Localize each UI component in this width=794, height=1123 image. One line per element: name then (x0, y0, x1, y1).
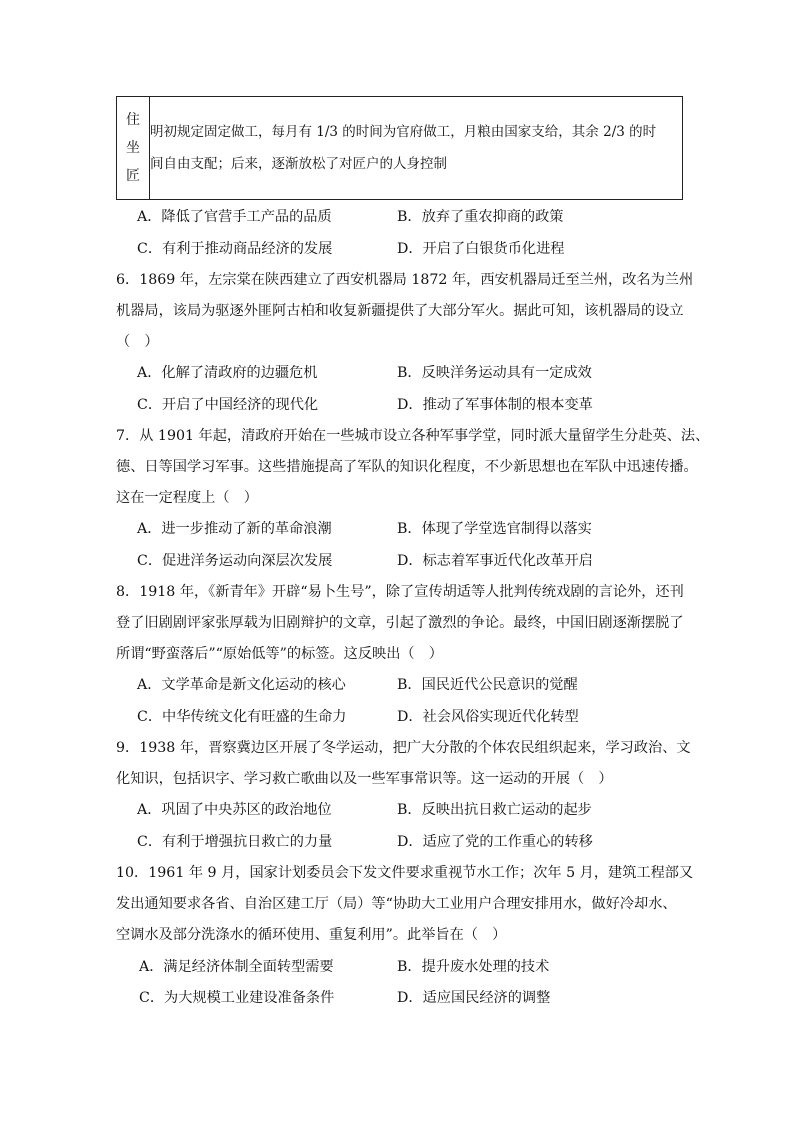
label-char: 住 (126, 112, 140, 128)
q5-option-a: A．降低了官营手工产品的品质 (137, 209, 332, 225)
q5-option-b: B．放弃了重农抑商的政策 (397, 209, 564, 225)
q10-stem-line: 空调水及部分洗涤水的循环使用、重复利用”。此举旨在（ ） (116, 927, 507, 943)
q7-option-b: B．体现了学堂选官制得以落实 (397, 521, 592, 537)
label-char: 坐 (126, 140, 140, 156)
q8-option-a: A．文学革命是新文化运动的核心 (137, 677, 346, 693)
label-char: 匠 (126, 168, 140, 184)
q6-stem-line: 6．1869 年，左宗棠在陕西建立了西安机器局 1872 年，西安机器局迁至兰州，改名为兰州 (116, 272, 694, 288)
q10-option-d: D．适应国民经济的调整 (397, 990, 551, 1006)
q9-stem-line: 9．1938 年，晋察冀边区开展了冬学运动，把广大分散的个体农民组织起来，学习政治、文 (116, 740, 691, 756)
q5-option-c: C．有利于推动商品经济的发展 (137, 241, 333, 257)
q7-option-a: A．进一步推动了新的革命浪潮 (137, 521, 332, 537)
q6-option-b: B．反映洋务运动具有一定成效 (397, 365, 592, 381)
q6-option-d: D．推动了军事体制的根本变革 (397, 397, 593, 413)
q8-stem-line: 登了旧剧剧评家张厚载为旧剧辩护的文章，引起了激烈的争论。最终，中国旧剧逐渐摆脱了 (116, 615, 684, 631)
q9-option-a: A．巩固了中央苏区的政治地位 (137, 802, 332, 818)
table-label-cell (117, 97, 150, 200)
q5-option-d: D．开启了白银货币化进程 (397, 241, 565, 257)
q6-option-a: A．化解了清政府的边疆危机 (137, 365, 318, 381)
table-row (117, 97, 683, 200)
q9-option-b: B．反映出抗日救亡运动的起步 (397, 802, 592, 818)
q8-option-d: D．社会风俗实现近代化转型 (397, 709, 579, 725)
q10-option-b: B．提升废水处理的技术 (397, 959, 550, 975)
q10-stem-line: 发出通知要求各省、自治区建工厅（局）等“协助大工业用户合理安排用水，做好冷却水、 (116, 896, 677, 912)
q9-option-c: C．有利于增强抗日救亡的力量 (137, 834, 333, 850)
q6-option-c: C．开启了中国经济的现代化 (137, 397, 319, 413)
q9-option-d: D．适应了党的工作重心的转移 (397, 834, 593, 850)
q6-stem-line: 机器局，该局为驱逐外匪阿古柏和收复新疆提供了大部分军火。据此可知，该机器局的设立 (116, 303, 684, 319)
q8-option-c: C．中华传统文化有旺盛的生命力 (137, 709, 347, 725)
q9-stem-line: 化知识，包括识字、学习救亡歌曲以及一些军事常识等。这一运动的开展（ ） (116, 771, 613, 787)
desc-line: 明初规定固定做工，每月有 1/3 的时间为官府做工，月粮由国家支给，其余 2/3 的时 (150, 124, 657, 140)
q7-stem-line: 德、日等国学习军事。这些措施提高了军队的知识化程度，不少新思想也在军队中迅速传播。 (116, 459, 698, 475)
table-desc-cell (150, 97, 683, 200)
q7-stem-line: 7．从 1901 年起，清政府开始在一些城市设立各种军事学堂，同时派大量留学生分赴英、法、 (116, 428, 710, 444)
q8-option-b: B．国民近代公民意识的觉醒 (397, 677, 578, 693)
q6-stem-line: （ ） (116, 334, 159, 350)
q8-stem-line: 8．1918 年，《新青年》开辟“易卜生号”，除了宣传胡适等人批判传统戏剧的言论外，还刊 (116, 584, 684, 600)
q8-stem-line: 所谓“野蛮落后”“原始低等”的标签。这反映出（ ） (116, 646, 443, 662)
craftsman-table (116, 96, 683, 200)
q10-stem-line: 10．1961 年 9 月，国家计划委员会下发文件要求重视节水工作；次年 5 月，建筑工程部又 (116, 865, 694, 881)
q10-option-a: A．满足经济体制全面转型需要 (139, 959, 334, 975)
desc-line: 间自由支配；后来，逐渐放松了对匠户的人身控制 (150, 156, 447, 172)
q7-option-c: C．促进洋务运动向深层次发展 (137, 553, 333, 569)
q10-option-c: C．为大规模工业建设准备条件 (139, 990, 335, 1006)
q7-stem-line: 这在一定程度上（ ） (116, 490, 258, 506)
q7-option-d: D．标志着军事近代化改革开启 (397, 553, 593, 569)
